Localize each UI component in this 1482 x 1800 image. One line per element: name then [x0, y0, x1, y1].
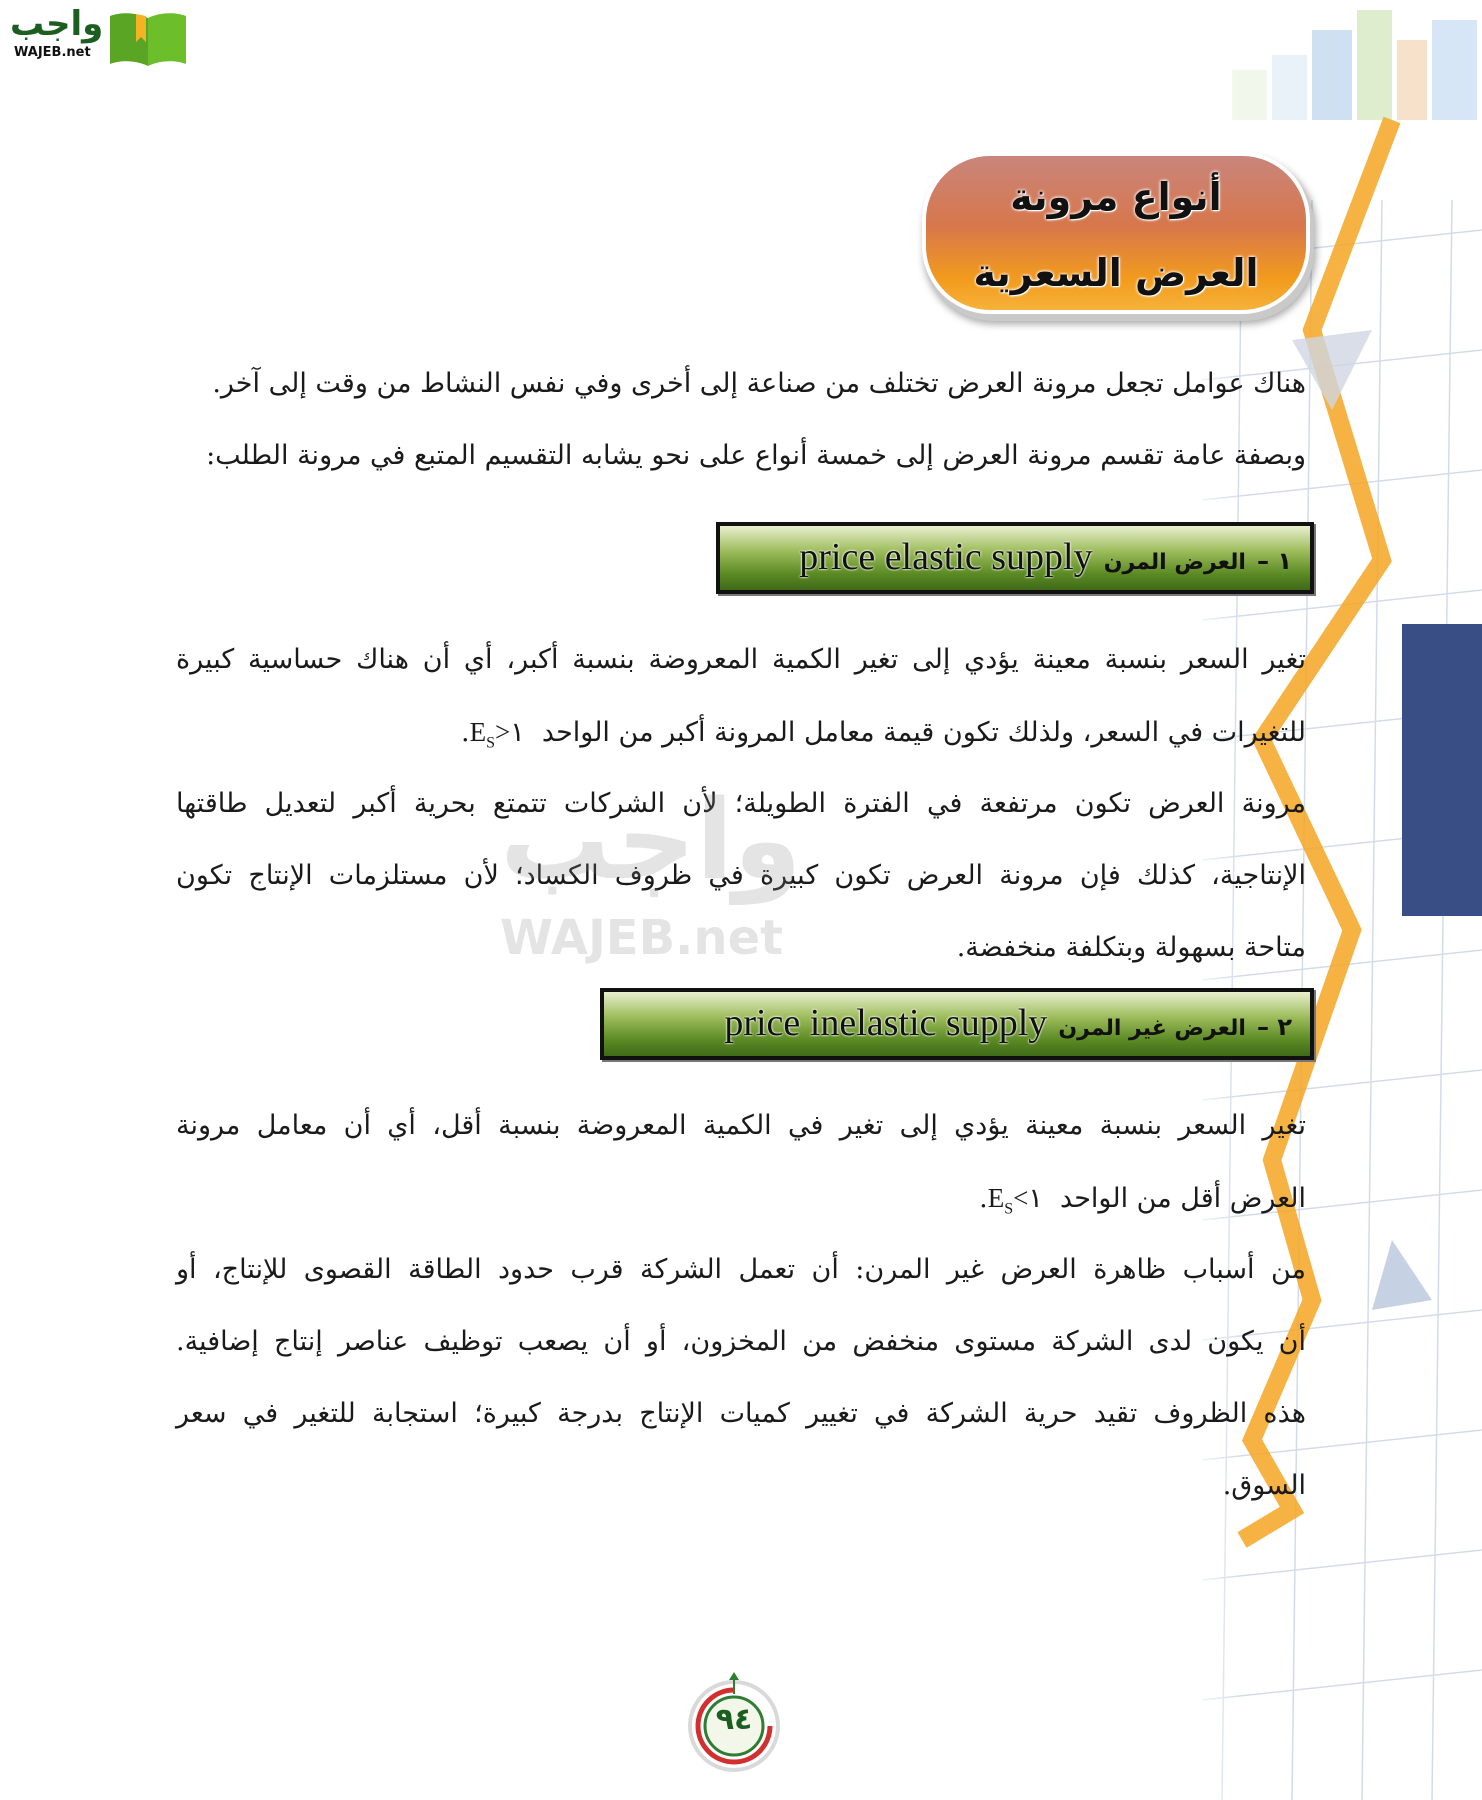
- formula-inelastic: [987, 1183, 1043, 1218]
- formula-subscript: S: [1004, 1200, 1014, 1218]
- paragraph-line: للتغيرات في السعر، ولذلك تكون قيمة معامل المرونة أكبر من الواحد $E_S>١$.: [460, 717, 1306, 752]
- paragraph-line-text: للتغيرات في السعر، ولذلك تكون قيمة معامل المرونة أكبر من الواحد: [541, 717, 1306, 748]
- title-line-2: العرض السعرية: [973, 251, 1259, 295]
- formula-relation: <١: [1013, 1183, 1043, 1213]
- section-2-number: ٢ –: [1256, 1013, 1292, 1041]
- paragraph-line: تغير السعر بنسبة معينة يؤدي إلى تغير في الكمية المعروضة بنسبة أقل، أي أن معامل مرونة: [176, 1110, 1306, 1141]
- paragraph-line: الإنتاجية، كذلك فإن مرونة العرض تكون كبيرة في ظروف الكساد؛ لأن مستلزمات الإنتاج تكون: [176, 860, 1306, 891]
- site-logo[interactable]: [10, 6, 190, 66]
- title-line-1: أنواع مرونة: [1010, 175, 1222, 219]
- section-2-header: [600, 988, 1314, 1060]
- paragraph-line: من أسباب ظاهرة العرض غير المرن: أن تعمل الشركة قرب حدود الطاقة القصوى للإنتاج، أو: [176, 1254, 1307, 1285]
- paragraph-line-text: العرض أقل من الواحد: [1060, 1183, 1306, 1214]
- section-1-header: [716, 522, 1314, 594]
- intro-line: هناك عوامل تجعل مرونة العرض تختلف من صناعة إلى أخرى وفي نفس النشاط من وقت إلى آخر.: [212, 368, 1306, 399]
- page-number: ٩٤: [715, 1702, 753, 1737]
- section-1-paragraph-2: [176, 768, 1306, 984]
- intro-line: وبصفة عامة تقسم مرونة العرض إلى خمسة أنواع على نحو يشابه التقسيم المتبع في مرونة الطلب:: [206, 440, 1306, 471]
- section-1-title-arabic: العرض المرن: [1103, 550, 1246, 575]
- section-2-paragraph-1: [176, 1090, 1306, 1234]
- page-number-badge: [682, 1672, 786, 1776]
- book-icon: [106, 8, 190, 68]
- watermark-arabic: واجب: [500, 776, 802, 904]
- formula-subscript: S: [486, 734, 495, 752]
- paragraph-line: العرض أقل من الواحد $E_S<١$.: [979, 1183, 1306, 1218]
- section-1-paragraph-1: [176, 624, 1306, 768]
- formula-symbol: E: [469, 717, 487, 747]
- side-tab: [1402, 624, 1482, 916]
- page-title: [926, 156, 1306, 310]
- paragraph-line: تغير السعر بنسبة معينة يؤدي إلى تغير الكمية المعروضة بنسبة أكبر، أي أن هناك حساسية كبيرة: [176, 644, 1306, 675]
- paragraph-line: متاحة بسهولة وبتكلفة منخفضة.: [956, 932, 1306, 963]
- paragraph-line: هذه الظروف تقيد حرية الشركة في تغيير كميات الإنتاج بدرجة كبيرة؛ استجابة للتغير في سعر: [176, 1398, 1306, 1429]
- section-1-number: ١ –: [1256, 547, 1292, 575]
- intro-paragraph: [176, 348, 1306, 492]
- logo-text-latin: WAJEB.net: [14, 45, 91, 60]
- formula-symbol: E: [987, 1183, 1005, 1213]
- paragraph-line: أن يكون لدى الشركة مستوى منخفض من المخزون، أو أن يصعب توظيف عناصر إنتاج إضافية.: [176, 1326, 1306, 1357]
- section-2-title-english: price inelastic supply: [724, 1002, 1048, 1044]
- watermark-latin: WAJEB.net: [500, 910, 784, 966]
- formula-elastic: [469, 717, 525, 752]
- formula-relation: >١: [494, 717, 525, 747]
- section-1-title-english: price elastic supply: [799, 536, 1093, 578]
- section-2-title-arabic: العرض غير المرن: [1058, 1016, 1246, 1041]
- section-2-paragraph-2: [176, 1234, 1306, 1522]
- paragraph-line: مرونة العرض تكون مرتفعة في الفترة الطويلة؛ لأن الشركات تتمتع بحرية أكبر لتعديل طاقتها: [176, 788, 1306, 819]
- logo-text-arabic: واجب: [10, 4, 104, 44]
- paragraph-line: السوق.: [1222, 1470, 1306, 1501]
